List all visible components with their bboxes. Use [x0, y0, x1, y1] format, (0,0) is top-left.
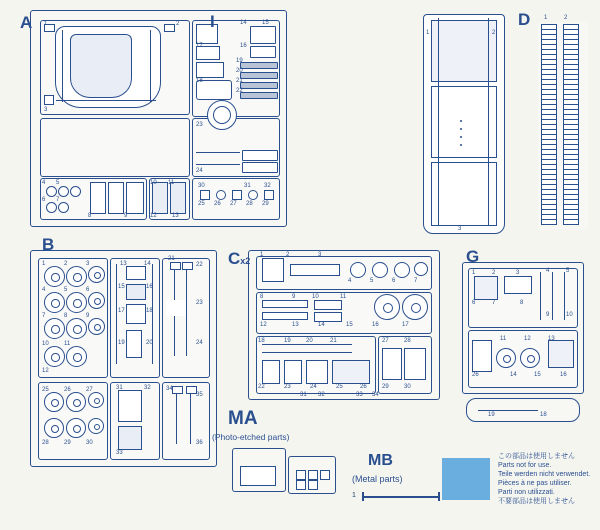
- part-number: 17: [402, 322, 409, 328]
- part-number: 25: [42, 387, 49, 393]
- part-number: 17: [118, 308, 125, 314]
- part-number: 12: [42, 368, 49, 374]
- part-number: 23: [196, 122, 203, 128]
- part-number: 34: [372, 392, 379, 398]
- ma-part-grid-3: [320, 470, 330, 480]
- part-number: 1: [42, 261, 46, 267]
- part-number: 12: [524, 336, 531, 342]
- part-number: 32: [264, 183, 271, 189]
- part-g-plate-2: [548, 340, 574, 368]
- part-number: 15: [118, 284, 125, 290]
- part-number: 29: [262, 201, 269, 207]
- part-g-extra-rod: [478, 410, 538, 411]
- part-number: 14: [318, 322, 325, 328]
- notice-jp2: 不要部品は使用しません: [498, 498, 575, 505]
- part-a-chassis-rail-right: [150, 30, 151, 102]
- part-a-strip-2: [240, 72, 278, 79]
- part-a-strip-4: [240, 92, 278, 99]
- part-b-wheel-8: [66, 318, 87, 339]
- part-number: 27: [86, 387, 93, 393]
- part-i-rail-right: [488, 18, 489, 226]
- part-number: 7: [56, 197, 60, 203]
- part-number: 4: [42, 180, 46, 186]
- part-number: 22: [258, 384, 265, 390]
- part-number: 4: [546, 268, 550, 274]
- part-number: 32: [144, 385, 151, 391]
- sprue-label-b: B: [42, 235, 55, 254]
- part-b-slim-head-1: [170, 262, 181, 270]
- part-c-plate-3: [306, 360, 328, 384]
- part-c-rod-1: [262, 344, 352, 345]
- notice-de: Teile werden nicht verwendet.: [498, 471, 591, 478]
- part-number: 32: [318, 392, 325, 398]
- part-number: 4: [42, 287, 46, 293]
- part-number: 25: [336, 384, 343, 390]
- part-number: 28: [42, 440, 49, 446]
- part-number: 22: [196, 262, 203, 268]
- part-number: 1: [472, 270, 476, 276]
- part-number: 8: [260, 294, 264, 300]
- part-d-track-link: [563, 219, 579, 225]
- part-d-track-left: [541, 24, 557, 224]
- part-number: 19: [284, 338, 291, 344]
- part-number: 11: [168, 180, 175, 186]
- part-number: 8: [520, 300, 524, 306]
- part-c-rod-2: [262, 352, 352, 353]
- sprue-label-c-suffix: x2: [240, 256, 251, 266]
- part-a-runner-1: [242, 150, 278, 161]
- part-number: 15: [262, 20, 269, 26]
- scale-line: [362, 496, 440, 498]
- part-number: 19: [236, 58, 243, 64]
- part-number: 22: [236, 88, 243, 94]
- color-swatch-not-used: [442, 458, 490, 500]
- part-g-block-2: [504, 276, 532, 294]
- part-number: 19: [118, 340, 125, 346]
- part-number: 3: [86, 261, 90, 267]
- scale-cap-right: [438, 492, 440, 501]
- part-number: 13: [292, 322, 299, 328]
- part-number: 27: [230, 201, 237, 207]
- part-number: 2: [176, 21, 180, 27]
- part-b-wheel-10: [44, 346, 65, 367]
- part-number: 19: [488, 412, 495, 418]
- part-a-strip-3: [240, 82, 278, 89]
- part-a-tiny-5: [58, 202, 69, 213]
- part-number: 14: [240, 20, 247, 26]
- part-number: 29: [64, 440, 71, 446]
- part-number: 2: [492, 270, 496, 276]
- part-a-runner-2: [242, 162, 278, 173]
- part-number: 26: [472, 372, 479, 378]
- part-number: 10: [42, 341, 49, 347]
- part-number: 29: [382, 384, 389, 390]
- sprue-label-a: A: [20, 13, 33, 32]
- part-number: 1: [544, 15, 548, 21]
- ma-subtitle: (Photo-etched parts): [212, 432, 290, 442]
- part-number: 31: [244, 183, 251, 189]
- sprue-label-g: G: [466, 247, 480, 266]
- part-number: 16: [240, 43, 247, 49]
- part-a-tiny-1: [46, 186, 57, 197]
- part-number: 33: [116, 450, 123, 456]
- sprue-label-d: D: [518, 10, 531, 29]
- part-number: 24: [196, 168, 203, 174]
- scale-label: 1: [352, 492, 356, 499]
- part-number: 18: [196, 78, 203, 84]
- part-b-wheel-13: [66, 392, 86, 412]
- part-a-panel-1: [250, 26, 276, 44]
- part-b-slim-head-3: [172, 386, 183, 394]
- part-a-chassis-rail-left: [62, 30, 63, 102]
- part-number: 12: [150, 213, 157, 219]
- part-b-wheel-15: [44, 418, 64, 438]
- part-number: 21: [168, 256, 175, 262]
- part-number: 35: [196, 392, 203, 398]
- part-number: 9: [124, 213, 128, 219]
- ma-part-plate: [240, 466, 276, 486]
- notice-jp: この部品は使用しません: [498, 453, 575, 460]
- sprue-label-c-letter: C: [228, 249, 241, 268]
- part-a-btm-5: [264, 190, 274, 200]
- part-number: 10: [566, 312, 573, 318]
- part-a-chassis-inner: [70, 34, 132, 98]
- part-number: 13: [548, 336, 555, 342]
- part-number: 18: [146, 308, 153, 314]
- part-b-plate-b2: [118, 426, 142, 450]
- part-number: 36: [196, 440, 203, 446]
- part-d-track-link: [541, 219, 557, 225]
- ma-part-grid-5: [308, 480, 318, 490]
- part-c-sprocket-2: [402, 294, 428, 320]
- part-number: 14: [510, 372, 517, 378]
- part-c-disc-1: [350, 262, 366, 278]
- part-g-rod-2: [552, 272, 553, 320]
- part-b-block-3: [126, 304, 146, 324]
- part-number: 24: [310, 384, 317, 390]
- part-number: 24: [196, 340, 203, 346]
- part-number: 33: [356, 392, 363, 398]
- part-number: 21: [236, 78, 243, 84]
- part-g-rod-1: [540, 272, 541, 320]
- part-number: 9: [292, 294, 296, 300]
- part-number: 34: [166, 386, 173, 392]
- part-b-wheel-9: [88, 318, 105, 335]
- part-a-tiny-4: [46, 202, 57, 213]
- part-number: 31: [300, 392, 307, 398]
- part-number: 9: [86, 313, 90, 319]
- part-number: 1: [44, 21, 48, 27]
- part-g-rod-3: [564, 272, 565, 320]
- part-number: 26: [360, 384, 367, 390]
- part-b-slim-4: [190, 390, 191, 444]
- part-b-wheel-2: [66, 266, 87, 287]
- part-number: 6: [392, 278, 396, 284]
- part-c-plate-4: [332, 360, 370, 384]
- part-b-plate-b1: [118, 390, 142, 422]
- part-c-strip-top: [290, 264, 340, 276]
- part-number: 1: [426, 30, 430, 36]
- part-number: 8: [64, 313, 68, 319]
- part-c-bar-4: [314, 312, 342, 322]
- sprue-a-cell-2: [40, 118, 190, 177]
- part-number: 30: [86, 440, 93, 446]
- notice-fr: Pièces à ne pas utiliser.: [498, 480, 572, 487]
- part-a-plate-5: [170, 182, 186, 214]
- part-number: 7: [42, 313, 46, 319]
- part-b-wheel-16: [66, 418, 86, 438]
- part-number: 1: [260, 252, 264, 258]
- part-b-wheel-11: [66, 346, 87, 367]
- part-g-block-1: [474, 276, 498, 300]
- part-a-btm-1: [200, 190, 210, 200]
- part-i-dot-1: [460, 120, 462, 122]
- ma-part-grid-1: [296, 470, 306, 480]
- part-c-sprocket-1: [374, 294, 400, 320]
- part-number: 5: [370, 278, 374, 284]
- part-number: 26: [64, 387, 71, 393]
- part-b-block-4: [126, 330, 142, 358]
- part-a-small-3: [44, 95, 54, 105]
- part-b-wheel-1: [44, 266, 65, 287]
- part-b-rod-2: [152, 264, 153, 364]
- part-number: 6: [86, 287, 90, 293]
- part-number: 11: [64, 341, 71, 347]
- notice-en: Parts not for use.: [498, 462, 552, 469]
- part-a-chassis-cross: [56, 100, 156, 101]
- part-number: 2: [492, 30, 496, 36]
- part-c-bar-1: [262, 300, 308, 308]
- part-a-long-rod-2: [196, 164, 240, 165]
- part-b-wheel-6: [88, 292, 105, 309]
- part-b-wheel-14: [88, 392, 104, 408]
- part-d-track-right: [563, 24, 579, 224]
- part-a-btm-2: [216, 190, 226, 200]
- part-i-dot-2: [460, 128, 462, 130]
- part-number: 18: [540, 412, 547, 418]
- part-b-wheel-4: [44, 292, 65, 313]
- part-b-wheel-12: [44, 392, 64, 412]
- part-a-box-3: [196, 62, 224, 78]
- part-number: 23: [196, 300, 203, 306]
- part-i-dot-4: [460, 144, 462, 146]
- part-number: 17: [196, 43, 203, 49]
- part-c-bar-3: [314, 300, 342, 310]
- part-a-ring-inner: [213, 106, 231, 124]
- part-a-strip-1: [240, 62, 278, 69]
- part-number: 10: [150, 180, 157, 186]
- part-number: 13: [172, 213, 179, 219]
- part-a-plate-1: [90, 182, 106, 214]
- part-a-long-rod-1: [196, 152, 240, 153]
- part-b-slim-head-2: [182, 262, 193, 270]
- part-number: 10: [312, 294, 319, 300]
- part-a-plate-4: [152, 182, 168, 214]
- part-number: 3: [44, 107, 48, 113]
- part-number: 9: [546, 312, 550, 318]
- ma-part-grid-4: [296, 480, 306, 490]
- part-number: 3: [318, 252, 322, 258]
- part-i-rail-left: [438, 18, 439, 226]
- scale-bar: [352, 492, 452, 504]
- part-number: 11: [340, 294, 347, 300]
- part-c-plate-2: [284, 360, 302, 384]
- sprue-label-c: [228, 250, 250, 267]
- part-number: 5: [64, 287, 68, 293]
- part-c-disc-3: [394, 262, 410, 278]
- mb-subtitle: (Metal parts): [352, 474, 403, 484]
- ma-part-grid-2: [308, 470, 318, 480]
- part-a-tiny-2: [58, 186, 69, 197]
- mb-title: MB: [368, 452, 393, 469]
- part-g-wheel-1: [496, 348, 516, 368]
- part-number: 28: [246, 201, 253, 207]
- part-a-panel-2: [250, 46, 276, 58]
- part-b-wheel-7: [44, 318, 65, 339]
- part-number: 14: [144, 261, 151, 267]
- part-number: 16: [372, 322, 379, 328]
- part-number: 12: [260, 322, 267, 328]
- part-b-block-2: [126, 284, 146, 300]
- part-number: 13: [120, 261, 127, 267]
- part-b-wheel-5: [66, 292, 87, 313]
- part-number: 3: [458, 226, 462, 232]
- part-b-wheel-3: [88, 266, 105, 283]
- part-a-small-2: [164, 24, 175, 32]
- part-c-box-top: [262, 258, 284, 282]
- part-i-dot-3: [460, 136, 462, 138]
- part-number: 3: [516, 270, 520, 276]
- part-number: 2: [564, 15, 568, 21]
- part-number: 5: [566, 268, 570, 274]
- part-number: 23: [284, 384, 291, 390]
- sprue-label-i: I: [210, 12, 215, 31]
- part-number: 30: [404, 384, 411, 390]
- notice-it: Parti non utilizzati.: [498, 489, 555, 496]
- part-number: 18: [258, 338, 265, 344]
- part-number: 16: [146, 284, 153, 290]
- part-number: 20: [306, 338, 313, 344]
- part-number: 26: [214, 201, 221, 207]
- part-number: 15: [534, 372, 541, 378]
- part-b-slim-2: [186, 266, 187, 356]
- part-a-plate-2: [108, 182, 124, 214]
- part-g-wheel-2: [520, 348, 540, 368]
- part-c-disc-2: [372, 262, 388, 278]
- part-a-tiny-3: [70, 186, 81, 197]
- part-c-bar-2: [262, 312, 308, 320]
- part-number: 7: [414, 278, 418, 284]
- part-number: 5: [56, 180, 60, 186]
- part-c-plate-1: [262, 360, 280, 384]
- part-number: 2: [64, 261, 68, 267]
- part-number: 8: [88, 213, 92, 219]
- part-number: 7: [492, 300, 496, 306]
- part-number: 4: [348, 278, 352, 284]
- part-number: 27: [382, 338, 389, 344]
- part-g-plate-1: [472, 340, 492, 372]
- part-number: 20: [236, 68, 243, 74]
- part-number: 25: [198, 201, 205, 207]
- part-a-btm-4: [248, 190, 258, 200]
- part-number: 6: [42, 197, 46, 203]
- part-number: 28: [404, 338, 411, 344]
- part-a-btm-3: [232, 190, 242, 200]
- part-c-plate-6: [404, 348, 426, 380]
- part-number: 2: [286, 252, 290, 258]
- part-b-rod-1: [116, 264, 117, 364]
- part-c-plate-5: [382, 348, 402, 380]
- part-number: 11: [500, 336, 507, 342]
- part-number: 20: [146, 340, 153, 346]
- part-number: 15: [346, 322, 353, 328]
- part-b-wheel-17: [88, 418, 104, 434]
- part-b-tri: [166, 300, 186, 316]
- part-number: 31: [116, 385, 123, 391]
- part-a-plate-3: [126, 182, 144, 214]
- scale-cap-left: [362, 492, 364, 501]
- part-number: 16: [560, 372, 567, 378]
- part-number: 21: [330, 338, 337, 344]
- part-b-block-1: [126, 266, 146, 280]
- part-number: 30: [198, 183, 205, 189]
- ma-title: MA: [228, 408, 258, 429]
- part-c-disc-4: [414, 262, 428, 276]
- part-number: 6: [472, 300, 476, 306]
- part-b-slim-3: [176, 390, 177, 444]
